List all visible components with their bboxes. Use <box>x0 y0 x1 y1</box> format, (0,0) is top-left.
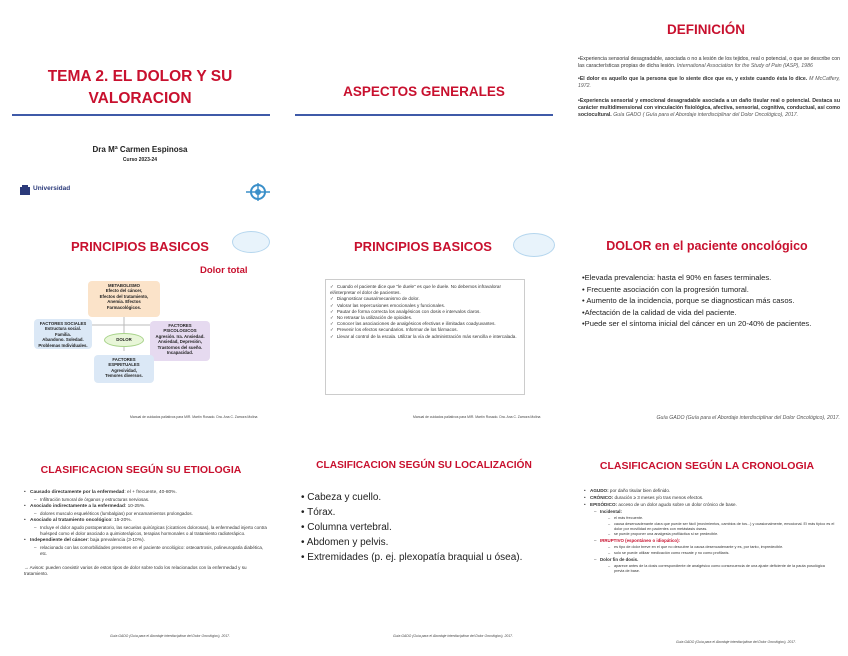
list-item-text: Diagnosticar causa/mecanismo de dolor. <box>336 296 420 302</box>
list-item-text: Tórax. <box>307 507 336 518</box>
bullet-icon: – <box>594 508 597 514</box>
list-item-text: Pautar de forma correcta los analgésicos con dosis e intervalos claros. <box>336 308 481 314</box>
list-item: • Abdomen y pelvis. <box>301 537 389 548</box>
list-item-text: No retrasar la utilización de opioides. <box>336 315 413 321</box>
list-item <box>580 538 836 544</box>
box-dolor-center: DOLOR <box>104 333 144 347</box>
bullet-icon: – <box>594 538 597 544</box>
university-logo <box>20 184 80 198</box>
box-factores-espirituales: FACTORES ESPIRITUALES Agresividad, Temores diversos. <box>94 355 154 383</box>
list-item: • Columna vertebral. <box>301 522 392 533</box>
list-item-text: : el + frecuente, 40-80%. <box>124 490 177 495</box>
slide-footer: Guía GADO (Guía para el Abordaje interdisciplinar del Dolor Oncológico), 2017. <box>676 640 796 644</box>
bullet-icon: – <box>608 551 611 556</box>
slide-footer: Manual de cuidados paliativos para MIR. Martín Rosado. Dra. Ana C. Zamora Molina <box>130 415 258 419</box>
list-item <box>580 522 836 532</box>
definition-cite: International Association for the Study of Pain (IASP), 1986 <box>676 62 813 69</box>
list-item <box>580 502 836 508</box>
list-item <box>580 516 836 521</box>
oncologico-list <box>582 273 834 329</box>
list-item-text: dolores musculo esqueléticos (lumbalgias) por encamamientos prolongados. <box>40 511 193 517</box>
list-item-bold: EPISÓDICO: <box>590 501 618 507</box>
list-item-text: aparece antes de la dosis correspondiente de analgésico como consecuencia de una ajuste deficiente de la pauta posológica previa de base. <box>614 563 825 573</box>
list-item: ✓ Llevar al control de la escala. Utilizar la vía de administración más sencilla e intercalada. <box>330 333 517 339</box>
slide-heading: PRINCIPIOS BASICOS <box>354 239 492 254</box>
definition-item <box>578 56 840 69</box>
box-factores-sociales: FACTORES SOCIALES Estructura social. Familia. Abandono. Soledad. Problemas Individuales. <box>34 319 92 349</box>
course-label: Curso 2023-24 <box>122 157 158 163</box>
slide-localizacion <box>283 438 565 656</box>
list-item: • Tórax. <box>301 507 336 518</box>
list-item: ✓ Cuando el paciente dice que "le duele" es que le duele. No debemos infravalorar el/interpretar el dolor de pacientes. <box>330 284 502 296</box>
list-item-text: acceso de un dolor agudo sobre un dolor crónico de base. <box>617 501 737 507</box>
list-item: ✓ Valorar las repercusiones emocionales y funcionales. <box>330 302 446 308</box>
list-item-text: Prevenir los efectos secundarios. Informar de los fármacos. <box>336 327 458 333</box>
bullet-icon: • <box>584 488 586 493</box>
definition-cite: M McCaffery, 1972. <box>578 76 840 89</box>
slide-heading: PRINCIPIOS BASICOS <box>71 239 209 254</box>
slide-definicion <box>566 0 848 218</box>
list-item <box>580 557 836 563</box>
list-item-text: relacionado con las comorbilidades presentes en el paciente oncológico: osteoartrosis, polineuropatía diabética, etc. <box>40 545 264 557</box>
list-item-text: : 15-20%. <box>111 518 132 524</box>
bullet-icon: • <box>584 501 586 507</box>
list-item-text: Incluye el dolor agudo postoperatorio, las secuelas quirúrgicas (cicatrices dolorosas), la enfermedad injerto contra huésped como el dolor asociado a quimioterápicos, terapias hormonales o al tratamiento radioterápico. <box>40 525 267 537</box>
list-item: • Extremidades (p. ej. plexopatía braquial u ósea). <box>301 552 523 563</box>
list-item: • Frecuente asociación con la progresión tumoral. <box>582 284 749 294</box>
slide-aspectos <box>283 0 565 218</box>
slide-heading: DEFINICIÓN <box>666 22 745 37</box>
slide-cronologia <box>566 438 848 656</box>
presentation-title: TEMA 2. EL DOLOR Y SU VALORACION <box>47 68 233 107</box>
list-item-bold: Independiente del cáncer <box>30 538 88 544</box>
list-item-text: : 10-25%. <box>124 504 146 510</box>
cronologia-list <box>580 488 836 575</box>
list-item-text: Extremidades (p. ej. plexopatía braquial u ósea). <box>307 552 523 563</box>
bullet-icon: • <box>24 518 26 524</box>
list-item-text: solo se puede utilizar medicación como rescate y no como profilaxis. <box>614 551 730 556</box>
slide-dolor-oncologico <box>566 219 848 437</box>
bullet-icon: – <box>34 497 37 503</box>
list-item-text: : baja prevalencia (3-10%). <box>87 538 145 544</box>
definition-cite: Guía GADO ( Guía para el Abordaje interdisciplinar del Dolor Oncológico), 2017. <box>613 111 799 118</box>
author-name: Dra Mª Carmen Espinosa <box>92 145 188 154</box>
list-item: •Puede ser el síntoma inicial del cáncer en un 20-40% de pacientes. <box>582 319 812 329</box>
list-item <box>20 490 268 496</box>
list-item: • Aumento de la incidencia, porque se diagnostican más casos. <box>582 296 795 306</box>
bullet-icon: – <box>34 511 37 517</box>
bullet-icon: – <box>608 515 611 520</box>
speech-bubble <box>513 233 555 257</box>
list-item-bold: Asociado indirectamente a la enfermedad <box>30 504 125 510</box>
bullet-icon: – <box>34 525 37 531</box>
list-item-text: duración ≥ 3 meses y/o tras menos efectos. <box>613 494 704 500</box>
slide-title <box>0 0 282 218</box>
list-item-bold: IRRUPTIVO (espontáneo o idiopático): <box>600 538 681 544</box>
list-item-bold: AGUDO: <box>590 488 609 493</box>
list-item-text: Abdomen y pelvis. <box>306 537 389 548</box>
slide-principios-list <box>283 219 565 437</box>
list-item <box>580 551 836 556</box>
list-item <box>20 511 268 517</box>
list-item-text: Infiltración tumoral de órganos y estructuras nerviosas. <box>40 497 150 503</box>
list-item <box>580 509 836 515</box>
definition-item <box>578 98 840 118</box>
definition-item <box>578 76 840 89</box>
slide-heading: CLASIFICACION SEGÚN LA CRONOLOGIA <box>599 460 815 472</box>
bullet-icon: – <box>608 545 611 550</box>
slide-footer: Guía GADO (Guía para el Abordaje interdisciplinar del Dolor Oncológico), 2017. <box>110 634 230 638</box>
list-item-text: Valorar las repercusiones emocionales y funcionales. <box>336 302 446 308</box>
bullet-icon: • <box>24 538 26 544</box>
principios-box <box>325 279 525 395</box>
list-item-bold: CRÓNICO: <box>590 494 614 500</box>
list-item: •Elevada prevalencia: hasta el 90% en fases terminales. <box>582 273 772 282</box>
slide-subtitle: Dolor total <box>200 265 248 276</box>
slide-etiologia <box>0 438 282 656</box>
slide-citation: Guía GADO (Guía para el Abordaje interdisciplinar del Dolor Oncológico), 2017. <box>656 415 840 421</box>
slide-footer: Guía GADO (Guía para el Abordaje interdisciplinar del Dolor Oncológico), 2017. <box>393 634 513 638</box>
list-item-text: Llevar al control de la escala. Utilizar la vía de administración más sencilla e intercalada. <box>336 333 517 339</box>
list-item-text: se puede proponer una analgesia profiláctica si se predecible. <box>614 532 719 537</box>
etiologia-list <box>20 490 268 577</box>
bullet-icon: • <box>24 490 26 495</box>
title-rule <box>295 114 553 116</box>
definition-text: •El dolor es aquello que la persona que lo siente dice que es, y existe cuando ésta lo dice. <box>578 76 808 83</box>
list-item-bold: Causado directamente por la enfermedad <box>30 490 125 495</box>
list-item <box>20 497 268 503</box>
list-item <box>580 495 836 501</box>
list-item-text: Cabeza y cuello. <box>307 492 382 503</box>
list-item: ✓ Prevenir los efectos secundarios. Informar de los fármacos. <box>330 327 458 333</box>
list-item <box>20 518 268 524</box>
title-rule <box>12 114 270 116</box>
bullet-icon: – <box>608 521 611 526</box>
bullet-icon: – <box>34 545 37 551</box>
bullet-icon: – <box>608 532 611 537</box>
bullet-icon: • <box>584 494 586 500</box>
slide-heading: ASPECTOS GENERALES <box>343 84 505 99</box>
definition-text: •Experiencia sensorial desagradable, asociada o no a lesión de los tejidos, real o potencial, o que se describe con las características propias de dicha lesión. <box>578 56 840 69</box>
university-logo-text: Universidad <box>33 185 71 192</box>
list-item-text: causa desencadenante clara que puede ser fácil (movimientos, cambios de tos...) y ocasionalmente, emocional. El más típico es el dolor por movilidad en pacientes con metástasis óseas. <box>614 521 835 531</box>
list-item <box>580 532 836 537</box>
principios-checklist <box>330 284 520 340</box>
slide-heading: CLASIFICACION SEGÚN SU LOCALIZACIÓN <box>316 460 532 471</box>
slide-principios-diagram <box>0 219 282 437</box>
list-item-bold: Dolor fin de dosis. <box>600 557 639 563</box>
list-item-bold: Incidental: <box>600 508 622 514</box>
list-item: ✓ Diagnosticar causa/mecanismo de dolor. <box>330 296 420 302</box>
bullet-icon: – <box>608 563 611 568</box>
definition-text: •Experiencia sensorial y emocional desagradable asociada a un daño tisular real o potencial. Destaca su carácter multidimensional con vinculación fisiológica, afectiva, sensorial, cognitiva, conductual, así como sociocultural. <box>578 98 840 118</box>
list-item-text: por daño tisular bien definido. <box>608 488 671 493</box>
bullet-icon: – <box>594 557 597 563</box>
list-item-text: Conocer las asociaciones de analgésicos efectivas e ilimitadas coadyuvantes. <box>336 321 496 327</box>
localizacion-list <box>301 490 547 565</box>
etiologia-note: → Avisos: pueden coexistir varios de estos tipos de dolor sobre todo los relacionados con la enfermedad y su tratamiento. <box>24 565 247 576</box>
list-item <box>20 538 268 544</box>
list-item <box>20 504 268 510</box>
list-item: ✓ No retrasar la utilización de opioides. <box>330 315 413 321</box>
box-metabolismo: METABOLISMO Efecto del cáncer, Efectos del tratamiento, Anemia. Efectos Farmacológicos. <box>88 281 160 317</box>
list-item: ✓ Pautar de forma correcta los analgésicos con dosis e intervalos claros. <box>330 308 481 314</box>
list-item <box>580 564 836 574</box>
list-item: •Afectación de la calidad de vida del paciente. <box>582 307 737 317</box>
list-item-text: el más frecuente. <box>614 515 644 520</box>
list-item <box>580 488 836 494</box>
list-item-text: es tipo de dolor breve en el que no descubre la causa desencadenante y es, por tanto, impredecible. <box>614 545 784 550</box>
slide-footer: Manual de cuidados paliativos para MIR. Martín Rosado. Dra. Ana C. Zamora Molina <box>413 415 541 419</box>
list-item: ✓ Conocer las asociaciones de analgésicos efectivas e ilimitadas coadyuvantes. <box>330 321 496 327</box>
list-item-text: Cuando el paciente dice que "le duele" es que le duele. No debemos infravalorar el/interpretar el dolor de pacientes. <box>330 284 502 296</box>
university-logo-icon <box>20 185 30 197</box>
list-item <box>580 545 836 550</box>
list-item: • Cabeza y cuello. <box>301 492 382 503</box>
list-item <box>20 545 268 557</box>
list-item-text: Columna vertebral. <box>307 522 392 533</box>
slide-heading: DOLOR en el paciente oncológico <box>606 239 808 253</box>
definition-list <box>578 56 840 118</box>
slide-heading: CLASIFICACION SEGÚN SU ETIOLOGIA <box>40 464 242 476</box>
box-factores-psicologicos: FACTORES PSICOLOGICOS Agresión. Ira. Ansiedad. Ansiedad, Depresión, Trastornos del sueño. Incapacidad. <box>150 321 210 361</box>
university-seal-icon <box>246 183 270 201</box>
list-item-bold: Asociado al tratamiento oncológico <box>30 518 112 524</box>
list-item <box>20 525 268 537</box>
bullet-icon: • <box>24 504 26 510</box>
